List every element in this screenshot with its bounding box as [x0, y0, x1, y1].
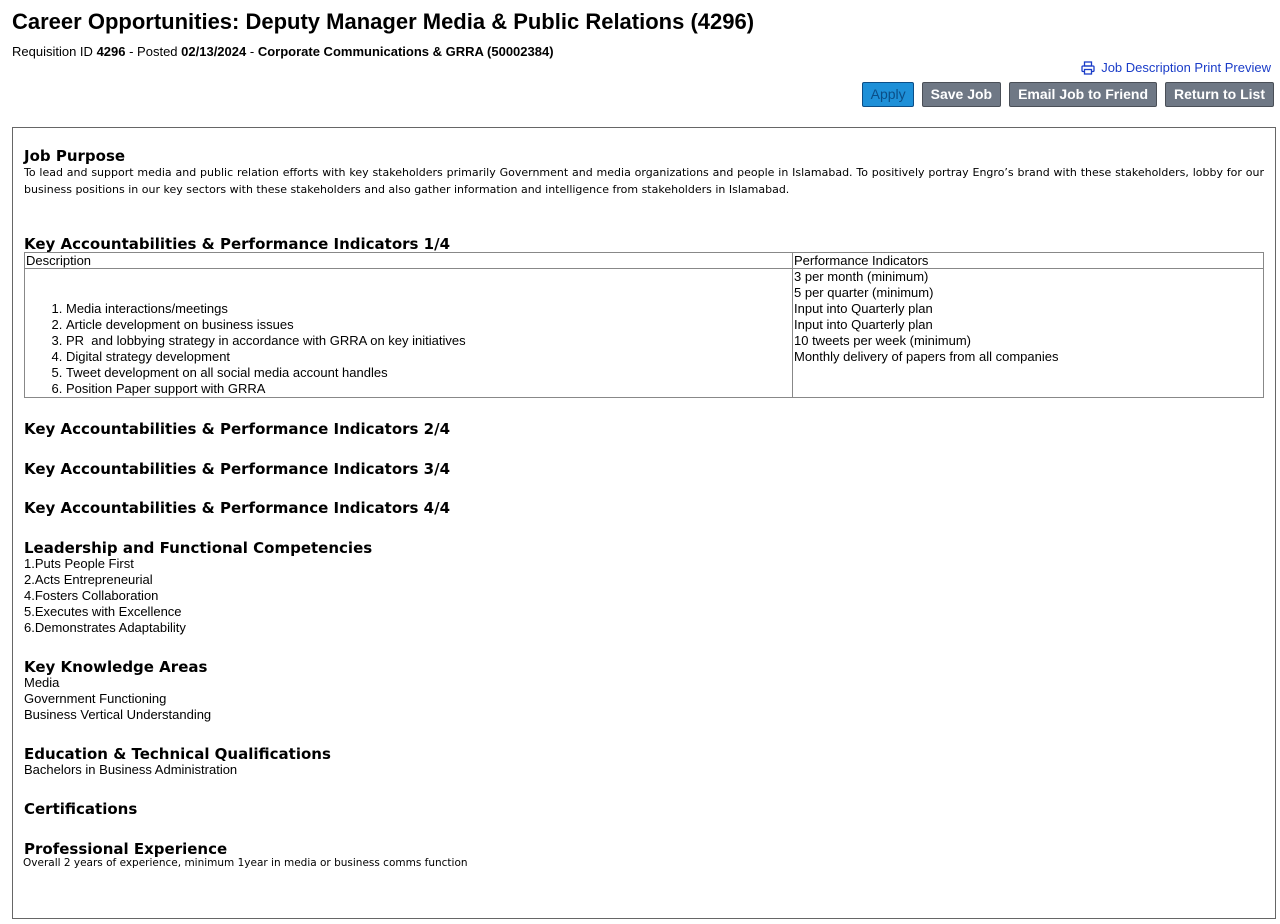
- competency-item: 1.Puts People First: [24, 556, 134, 571]
- posted-date: 02/13/2024: [181, 44, 247, 59]
- indicator-item: 10 tweets per week (minimum): [794, 333, 971, 348]
- posted-label: - Posted: [129, 44, 178, 59]
- email-job-button[interactable]: Email Job to Friend: [1009, 82, 1157, 107]
- competency-item: 4.Fosters Collaboration: [24, 588, 159, 603]
- apply-button[interactable]: Apply: [862, 82, 914, 107]
- job-purpose-text: To lead and support media and public relation efforts with key stakeholders primarily Government and media organizations and people in Islamabad. To positively portray Engro’s brand with these stakeholders, lobby for our business positions in our key sectors with these stakeholders and also gather information and intelligence from stakeholders in Islamabad.: [24, 166, 1264, 196]
- education-item: Bachelors in Business Administration: [24, 762, 238, 777]
- accountability-item: 1. Media interactions/meetings: [66, 301, 791, 317]
- save-job-button[interactable]: Save Job: [922, 82, 1001, 107]
- accountability-item: 3. PR and lobbying strategy in accordance with GRRA on key initiatives: [66, 333, 791, 349]
- print-preview-link[interactable]: [1081, 60, 1271, 75]
- education-heading: Education & Technical Qualifications: [24, 745, 331, 763]
- ka2-heading: Key Accountabilities & Performance Indicators 2/4: [24, 420, 451, 438]
- accountability-list: [26, 301, 791, 397]
- ka4-heading: Key Accountabilities & Performance Indicators 4/4: [24, 499, 451, 517]
- competency-item: 2.Acts Entrepreneurial: [24, 572, 153, 587]
- accountability-item: 4. Digital strategy development: [66, 349, 791, 365]
- indicator-item: 5 per quarter (minimum): [794, 285, 934, 300]
- experience-text: Overall 2 years of experience, minimum 1year in media or business comms function: [23, 857, 468, 869]
- knowledge-list: [24, 675, 211, 723]
- department-separator: -: [249, 44, 255, 59]
- competency-item: 5.Executes with Excellence: [24, 604, 182, 619]
- knowledge-heading: Key Knowledge Areas: [24, 658, 208, 676]
- job-actions: [862, 82, 1274, 107]
- ka1-heading: Key Accountabilities & Performance Indicators 1/4: [24, 235, 451, 253]
- requisition-meta: [12, 44, 554, 59]
- education-list: [24, 762, 237, 778]
- requisition-id: 4296: [96, 44, 126, 59]
- indicators-cell: [793, 269, 1264, 398]
- certifications-heading: Certifications: [24, 800, 138, 818]
- return-to-list-button[interactable]: Return to List: [1165, 82, 1274, 107]
- indicators-column-header: Performance Indicators: [793, 253, 1264, 269]
- description-column-header: Description: [25, 253, 793, 269]
- job-description-panel: [12, 127, 1276, 919]
- knowledge-item: Media: [24, 675, 60, 690]
- printer-icon: [1081, 61, 1095, 75]
- competency-item: 6.Demonstrates Adaptability: [24, 620, 186, 635]
- indicator-item: Monthly delivery of papers from all companies: [794, 349, 1059, 364]
- indicator-item: Input into Quarterly plan: [794, 301, 933, 316]
- knowledge-item: Government Functioning: [24, 691, 167, 706]
- experience-heading: Professional Experience: [24, 840, 228, 858]
- knowledge-item: Business Vertical Understanding: [24, 707, 212, 722]
- print-preview-label: Job Description Print Preview: [1101, 60, 1271, 75]
- indicator-item: Input into Quarterly plan: [794, 317, 933, 332]
- competencies-heading: Leadership and Functional Competencies: [24, 539, 373, 557]
- competencies-list: [24, 556, 186, 636]
- ka3-heading: Key Accountabilities & Performance Indicators 3/4: [24, 460, 451, 478]
- accountability-item: 6. Position Paper support with GRRA: [66, 381, 791, 397]
- accountability-item: 5. Tweet development on all social media account handles: [66, 365, 791, 381]
- page-title: Career Opportunities: Deputy Manager Media & Public Relations (4296): [12, 9, 755, 34]
- accountability-item: 2. Article development on business issues: [66, 317, 791, 333]
- indicator-item: 3 per month (minimum): [794, 269, 929, 284]
- department: Corporate Communications & GRRA (50002384): [257, 44, 554, 59]
- requisition-label: Requisition ID: [12, 44, 93, 59]
- ka1-table: [24, 252, 1264, 398]
- description-cell: [25, 269, 793, 398]
- job-purpose-heading: Job Purpose: [24, 147, 126, 165]
